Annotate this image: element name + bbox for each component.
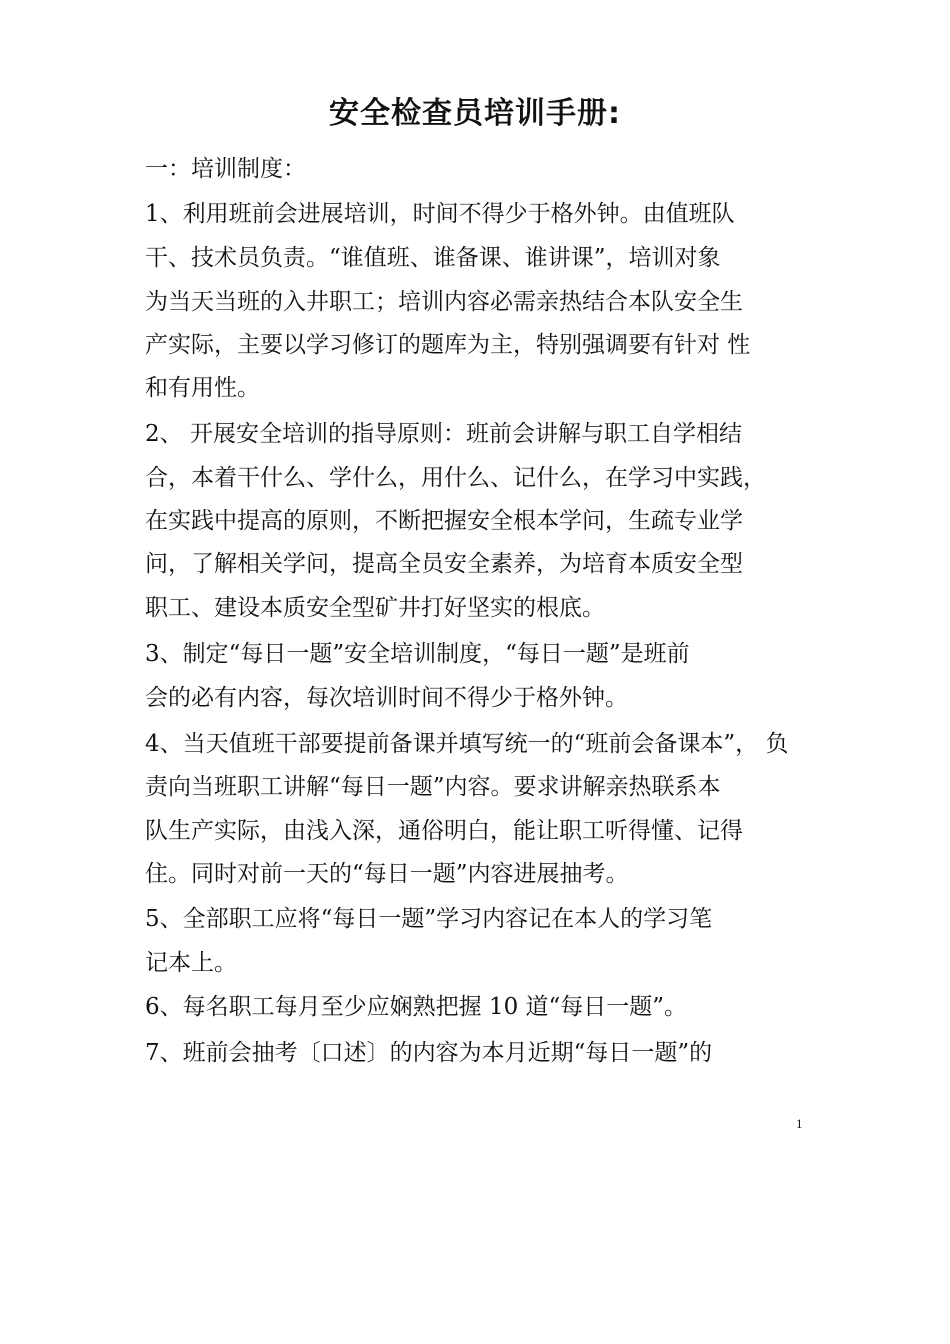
paragraph-line: 记本上。 [145,950,237,976]
paragraph-line: 2、 开展安全培训的指导原则：班前会讲解与职工自学相结 [145,421,742,447]
paragraph-line: 职工、建设本质安全型矿井打好坚实的根底。 [145,595,605,621]
paragraph-line: 4、当天值班干部要提前备课并填写统一的“班前会备课本”， 负 [145,731,789,757]
paragraph-line: 5、全部职工应将“每日一题”学习内容记在本人的学习笔 [145,906,713,932]
paragraph-line: 在实践中提高的原则，不断把握安全根本学问，生疏专业学 [145,508,743,534]
paragraph-line: 3、制定“每日一题”安全培训制度，“每日一题”是班前 [145,641,690,667]
paragraph-line: 干、技术员负责。“谁值班、谁备课、谁讲课”，培训对象 [145,245,721,271]
paragraph-line: 问，了解相关学问，提高全员安全素养，为培育本质安全型 [145,551,743,577]
document-title: 安全检查员培训手册: [329,96,621,131]
paragraph-line: 和有用性。 [145,375,260,401]
paragraph-line: 1、利用班前会进展培训，时间不得少于格外钟。由值班队 [145,201,735,227]
paragraph-line: 为当天当班的入井职工；培训内容必需亲热结合本队安全生 [145,289,743,315]
paragraph-line: 6、每名职工每月至少应娴熟把握 10 道“每日一题”。 [145,994,688,1020]
paragraph-line: 队生产实际，由浅入深，通俗明白，能让职工听得懂、记得 [145,818,743,844]
page-number: 1 [796,1116,803,1131]
paragraph-line: 产实际，主要以学习修订的题库为主，特别强调要有针对 性 [145,332,751,358]
section-heading: 一：培训制度： [145,156,306,182]
paragraph-line: 7、班前会抽考〔口述〕的内容为本月近期“每日一题”的 [145,1040,713,1066]
paragraph-line: 住。同时对前一天的“每日一题”内容进展抽考。 [145,861,629,887]
paragraph-line: 责向当班职工讲解“每日一题”内容。要求讲解亲热联系本 [145,774,721,800]
paragraph-line: 合，本着干什么、学什么，用什么、记什么，在学习中实践， [145,465,766,491]
paragraph-line: 会的必有内容，每次培训时间不得少于格外钟。 [145,685,628,711]
